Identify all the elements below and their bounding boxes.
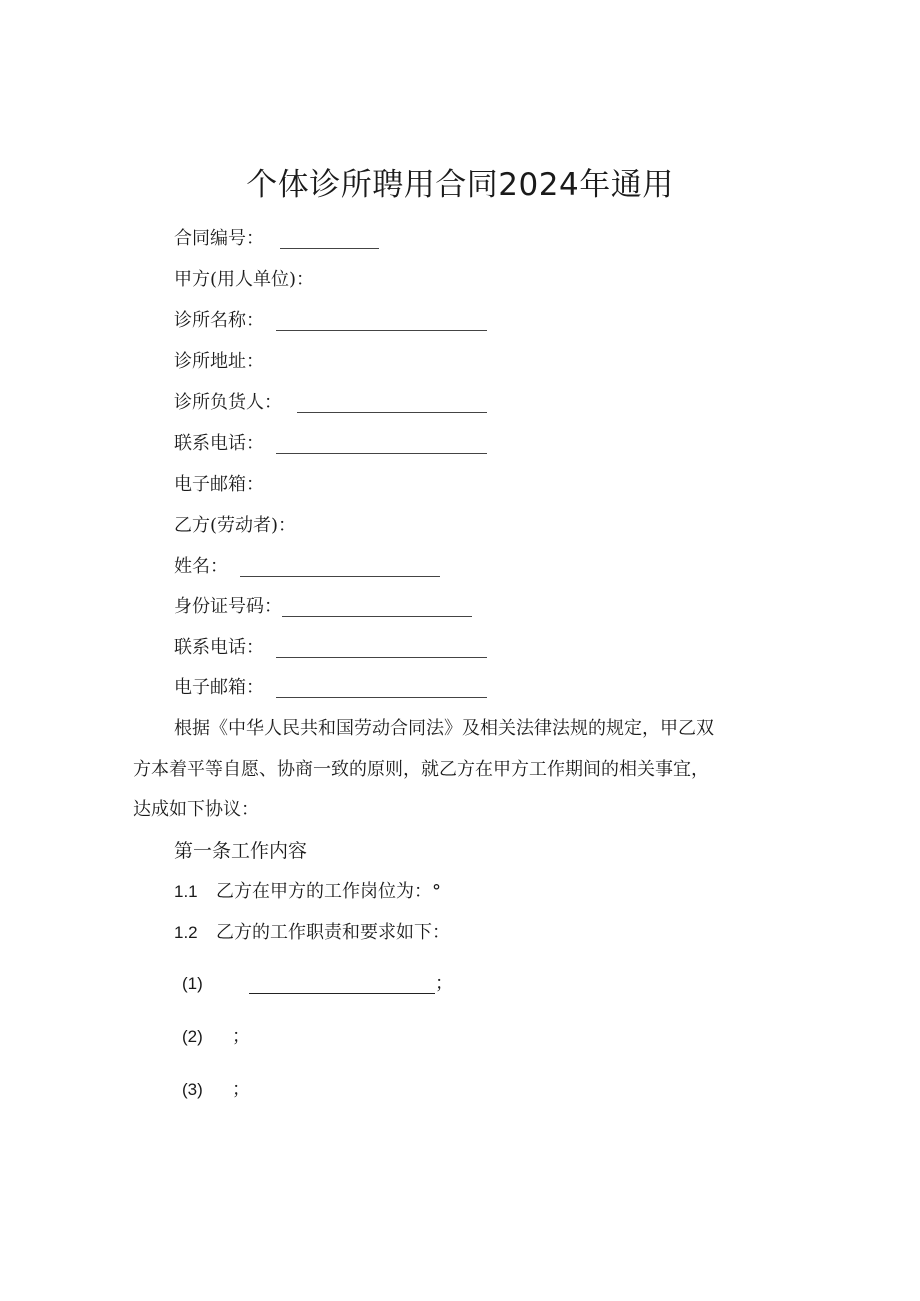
party-b-phone-blank[interactable] (276, 639, 487, 658)
party-b-email-label: 电子邮箱： (174, 677, 264, 698)
duty-item-2 (182, 1025, 250, 1049)
section-1-heading: 第一条工作内容 (174, 840, 308, 862)
item-suffix: ； (435, 973, 453, 994)
party-b-email-blank[interactable] (276, 679, 487, 698)
clause-number: 1.1 (174, 882, 198, 901)
page-title: 个体诊所聘用合同2024年通用 (246, 167, 674, 203)
clause-number: 1.2 (174, 923, 198, 942)
clinic-person-blank[interactable] (297, 394, 487, 413)
party-a-email-label: 电子邮箱： (174, 474, 264, 495)
party-a-phone-blank[interactable] (276, 435, 487, 454)
duty-item-1-blank[interactable] (249, 975, 435, 994)
preamble-line-3: 达成如下协议： (133, 799, 259, 820)
item-number: (1) (182, 974, 203, 993)
name-label: 姓名： (174, 556, 228, 577)
name-blank[interactable] (240, 558, 440, 577)
clinic-name-label: 诊所名称： (174, 310, 264, 331)
party-a-phone-label: 联系电话： (174, 433, 264, 454)
party-b-email-row (174, 676, 487, 700)
contract-no-row (174, 227, 379, 251)
clinic-name-row (174, 309, 487, 333)
clause-text: 乙方的工作职责和要求如下： (216, 922, 450, 943)
preamble-line-2: 方本着平等自愿、协商一致的原则，就乙方在甲方工作期间的相关事宜， (133, 759, 709, 780)
clinic-address-row (174, 350, 264, 374)
item-number: (2) (182, 1027, 203, 1046)
party-a-phone-row (174, 432, 487, 456)
id-number-row (174, 595, 472, 619)
duty-item-3 (182, 1078, 250, 1102)
item-number: (3) (182, 1080, 203, 1099)
duty-item-1 (182, 972, 453, 996)
party-b-phone-row (174, 636, 487, 660)
party-b-row (174, 514, 296, 538)
contract-no-blank[interactable] (280, 230, 379, 249)
name-row (174, 555, 440, 579)
clause-1-2 (174, 921, 450, 945)
clinic-address-label: 诊所地址： (174, 351, 264, 372)
party-b-label: 乙方(劳动者)： (174, 515, 297, 536)
clinic-name-blank[interactable] (276, 312, 487, 331)
id-number-blank[interactable] (282, 598, 472, 617)
contract-no-label: 合同编号： (174, 228, 264, 249)
preamble-line-1: 根据《中华人民共和国劳动合同法》及相关法律法规的规定，甲乙双 (174, 718, 714, 739)
item-suffix: ； (232, 1079, 250, 1100)
party-a-label: 甲方(用人单位)： (174, 269, 315, 290)
clinic-person-row (174, 391, 487, 415)
clause-1-1 (174, 880, 441, 904)
id-number-label: 身份证号码： (174, 596, 282, 617)
clinic-person-label: 诊所负货人： (174, 392, 282, 413)
clause-text: 乙方在甲方的工作岗位为：° (216, 881, 441, 902)
party-a-row (174, 268, 314, 292)
party-a-email-row (174, 473, 264, 497)
item-suffix: ； (232, 1026, 250, 1047)
party-b-phone-label: 联系电话： (174, 637, 264, 658)
